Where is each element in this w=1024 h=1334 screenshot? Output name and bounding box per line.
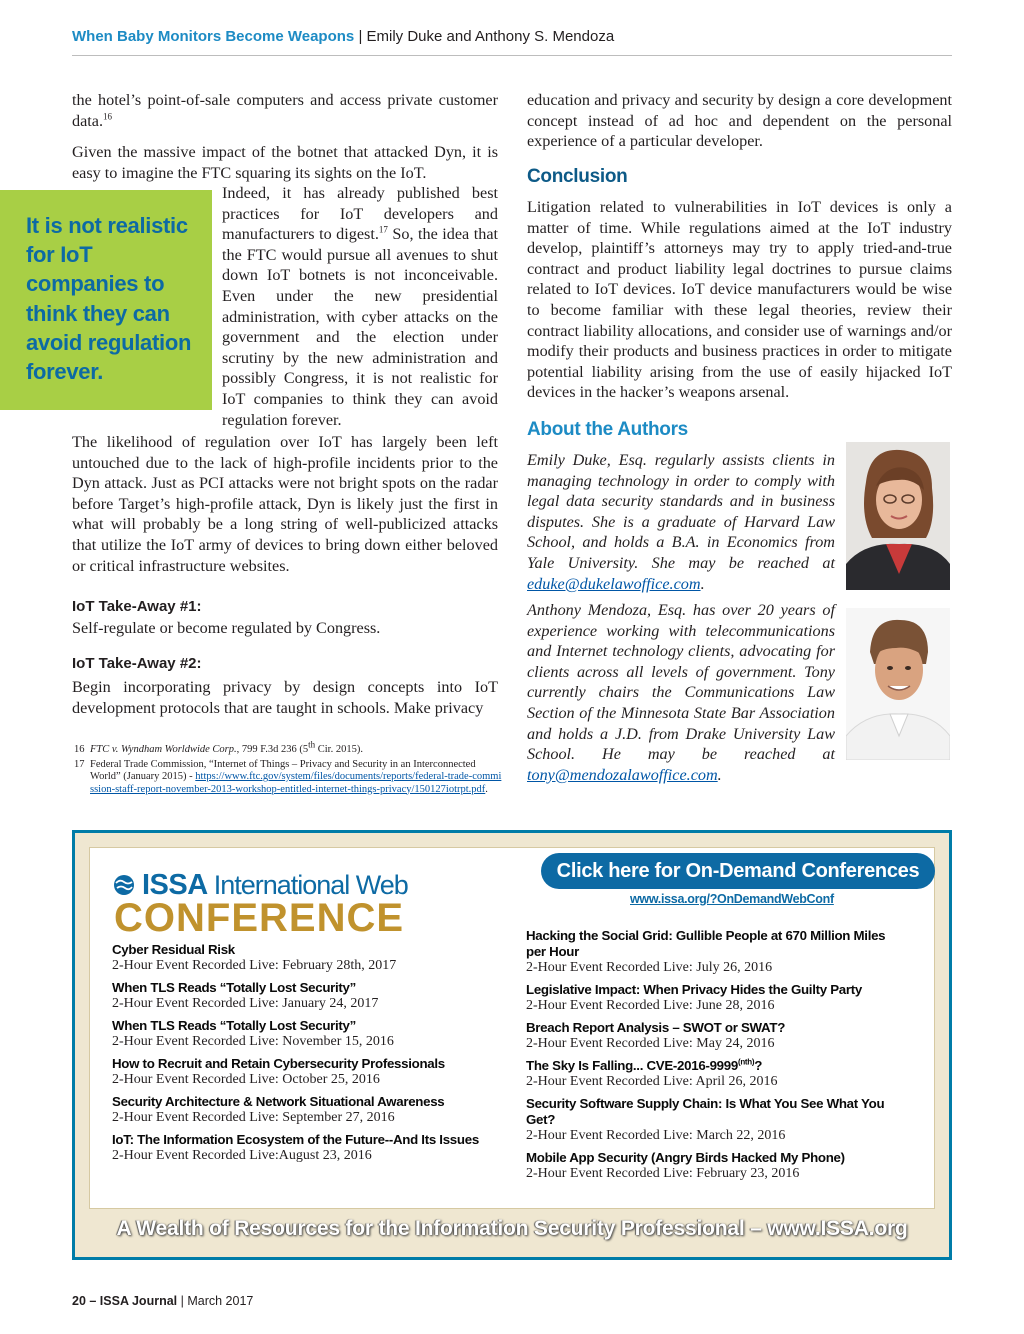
webinar-event[interactable] xyxy=(112,1094,492,1126)
takeaway-1-text: Self-regulate or become regulated by Congress. xyxy=(72,619,381,637)
webinar-event-title: Breach Report Analysis – SWOT or SWAT? xyxy=(526,1020,786,1035)
issa-conference-logo xyxy=(112,868,412,940)
footnote-16-sup: th xyxy=(308,739,316,750)
about-authors-heading: About the Authors xyxy=(527,419,688,440)
page-footer xyxy=(72,1294,253,1308)
footer-date: March 2017 xyxy=(187,1294,254,1308)
globe-icon xyxy=(112,873,136,897)
footnote-16-text xyxy=(90,739,363,757)
left-paragraph-1-text: the hotel’s point-of-sale computers and access private customer data. xyxy=(72,91,498,130)
takeaway-1-heading: IoT Take-Away #1: xyxy=(72,598,202,615)
author-bio-mendoza-end: . xyxy=(717,765,722,784)
logo-international-web: International Web xyxy=(213,869,408,900)
author-bio-mendoza-text: Anthony Mendoza, Esq. has over 20 years of experience working with telecommunications and Internet technology clients, advocating for clients across all levels of government. Tony currently chairs the Communications Law Section of the Minnesota State Bar Association and holds a J.D. from Drake University Law School. He may be reached at xyxy=(527,601,835,764)
footnote-17-number: 17 xyxy=(74,758,85,770)
footnote-16-citation-end: Cir. 2015). xyxy=(315,744,363,755)
logo-issa: ISSA xyxy=(142,868,208,901)
webinar-event-detail: 2-Hour Event Recorded Live: November 15, 2016 xyxy=(112,1034,394,1049)
left-paragraph-2-wrapped xyxy=(222,183,498,430)
footnote-17 xyxy=(74,759,504,797)
footnote-ref-16[interactable]: 16 xyxy=(103,111,113,122)
webinar-event[interactable] xyxy=(526,1020,886,1052)
footnote-17-text xyxy=(90,759,504,797)
author-bio-duke-end: . xyxy=(700,574,705,593)
webinar-event[interactable] xyxy=(112,942,492,974)
webinar-event-title: Mobile App Security (Angry Birds Hacked My Phone) xyxy=(526,1150,845,1165)
right-paragraph-1: education and privacy and security by design a core development concept instead of ad hoc and dependent on the personal experience of a particular developer. xyxy=(527,91,952,151)
issa-conference-ad[interactable] xyxy=(72,830,952,1260)
webinar-event[interactable] xyxy=(526,1150,886,1182)
footnote-16-case: FTC v. Wyndham Worldwide Corp. xyxy=(90,744,237,755)
webinar-event[interactable] xyxy=(526,1058,886,1090)
webinar-event-title: IoT: The Information Ecosystem of the Future--And Its Issues xyxy=(112,1132,479,1147)
author-bio-duke-text: Emily Duke, Esq. regularly assists clients in managing technology in order to comply with legal data security standards and in business disputes. She is a graduate of Harvard Law School, and holds a B.A. in Economics from Yale University. She may be reached at xyxy=(527,451,835,572)
left-paragraph-2: Given the massive impact of the botnet that attacked Dyn, it is easy to imagine the FTC squaring its sights on the IoT. xyxy=(72,143,498,182)
webinar-event-detail: 2-Hour Event Recorded Live:August 23, 2016 xyxy=(112,1148,372,1163)
author-bio-mendoza xyxy=(527,600,835,785)
webinar-event-title: When TLS Reads “Totally Lost Security” xyxy=(112,980,356,995)
author-photo-mendoza-image xyxy=(846,608,950,760)
on-demand-conferences-button[interactable]: Click here for On-Demand Conferences xyxy=(541,853,935,889)
footer-separator: | xyxy=(180,1294,184,1308)
webinar-event-detail: 2-Hour Event Recorded Live: March 22, 2016 xyxy=(526,1128,786,1143)
webinar-event-title-text: The Sky Is Falling... CVE-2016-9999 xyxy=(526,1058,738,1073)
footnote-16-citation: , 799 F.3d 236 (5 xyxy=(236,744,309,755)
header-rule xyxy=(72,55,952,56)
footnote-17-end: . xyxy=(485,783,488,795)
webinar-event-detail: 2-Hour Event Recorded Live: February 23, 2016 xyxy=(526,1166,800,1181)
webinar-event-detail: 2-Hour Event Recorded Live: April 26, 2016 xyxy=(526,1074,778,1089)
webinar-event-detail: 2-Hour Event Recorded Live: July 26, 2016 xyxy=(526,960,773,975)
header-authors: Emily Duke and Anthony S. Mendoza xyxy=(366,28,615,45)
footnote-17-citation: Federal Trade Commission, “Internet of Things – Privacy and Security in an Interconnected World” (January 2015) - xyxy=(90,758,476,782)
footnote-16-number: 16 xyxy=(74,744,85,755)
webinar-event-title: When TLS Reads “Totally Lost Security” xyxy=(112,1018,356,1033)
conclusion-heading: Conclusion xyxy=(527,166,628,187)
webinar-event[interactable] xyxy=(112,1132,492,1164)
on-demand-url-link[interactable]: www.issa.org/?OnDemandWebConf xyxy=(630,892,834,906)
webinar-event-title: Security Software Supply Chain: Is What You See What You Get? xyxy=(526,1096,885,1127)
left-paragraph-2b-text-rest: So, the idea that the FTC would pursue all avenues to shut down IoT botnets is not inconceivable. Even under the new presidential administration, with cyber attacks on the government and the election under scrutiny by the new administration and possibly Congress, it is not realistic for IoT companies to think they can avoid regulation forever. xyxy=(222,225,498,429)
webinar-event-detail: 2-Hour Event Recorded Live: October 25, 2016 xyxy=(112,1072,380,1087)
webinar-event-title-sup: (nth) xyxy=(737,1057,755,1067)
webinar-event-detail: 2-Hour Event Recorded Live: September 27, 2016 xyxy=(112,1110,395,1125)
article-title: When Baby Monitors Become Weapons xyxy=(72,28,355,45)
footnote-17-link[interactable]: https://www.ftc.gov/system/files/documents/reports/federal-trade-commission-staff-report-november-2013-workshop-entitled-internet-things-privacy/150127iotrpt.pdf xyxy=(90,771,502,795)
author-photo-duke xyxy=(846,442,950,590)
pull-quote-box xyxy=(0,190,212,410)
footnote-16 xyxy=(74,739,504,757)
webinar-event[interactable] xyxy=(112,1018,492,1050)
ad-content-panel xyxy=(89,847,935,1209)
footnotes xyxy=(74,739,504,798)
takeaway-2-text: Begin incorporating privacy by design concepts into IoT development protocols that are taught in schools. Make privacy xyxy=(72,678,498,717)
author-photo-mendoza xyxy=(846,608,950,760)
footer-page-number: 20 – ISSA Journal xyxy=(72,1294,178,1308)
left-paragraph-1 xyxy=(72,90,498,131)
webinar-event-title: Legislative Impact: When Privacy Hides the Guilty Party xyxy=(526,982,862,997)
webinar-event-title xyxy=(526,1058,886,1074)
webinar-event-title: Cyber Residual Risk xyxy=(112,942,235,957)
left-paragraph-3: The likelihood of regulation over IoT has largely been left untouched due to the lack of high-profile incidents prior to the Dyn attack. Just as PCI attacks were not bright spots on the radar before Target’s high-profile attack, Dyn is likely just the first in what will probably be a long string of well-publicized attacks that utilize the IoT army of devices to bring down either beloved or critical infrastructure websites. xyxy=(72,433,498,575)
author-email-mendoza[interactable]: tony@mendozalawoffice.com xyxy=(527,765,718,784)
author-email-duke[interactable]: eduke@dukelawoffice.com xyxy=(527,574,701,593)
webinar-event[interactable] xyxy=(526,1096,886,1144)
webinar-event-detail: 2-Hour Event Recorded Live: January 24, 2017 xyxy=(112,996,379,1011)
event-list-right xyxy=(526,928,886,1188)
webinar-event-title: Security Architecture & Network Situational Awareness xyxy=(112,1094,445,1109)
webinar-event-detail: 2-Hour Event Recorded Live: May 24, 2016 xyxy=(526,1036,775,1051)
webinar-event[interactable] xyxy=(526,982,886,1014)
author-bio-duke xyxy=(527,450,835,594)
author-photo-duke-image xyxy=(846,442,950,590)
left-paragraph-2b-text: Indeed, it has already published best practices for IoT developers and manufacturers to digest. xyxy=(222,184,498,244)
takeaway-2-heading: IoT Take-Away #2: xyxy=(72,655,202,672)
pull-quote-text: It is not realistic for IoT companies to think they can avoid regulation forever. xyxy=(26,213,192,385)
footnote-ref-17[interactable]: 17 xyxy=(378,224,388,235)
logo-conference: CONFERENCE xyxy=(114,896,405,940)
webinar-event-detail: 2-Hour Event Recorded Live: June 28, 2016 xyxy=(526,998,775,1013)
webinar-event-title-end: ? xyxy=(754,1058,763,1073)
running-header xyxy=(72,28,952,54)
webinar-event[interactable] xyxy=(112,1056,492,1088)
conclusion-text: Litigation related to vulnerabilities in IoT devices is only a matter of time. While regulations aimed at the IoT industry develop, plaintiff’s attorneys may try to apply tried-and-true contract and product liability legal doctrines to pursue claims related to IoT devices. IoT device manufacturers would be wise to become familiar with these legal theories, review their contract liability allocations, and consider use of warnings and/or modify their products and business practices in order to mitigate potential liability arising from the use of easily hijacked IoT devices in the hacker’s weapons arsenal. xyxy=(527,198,952,402)
ad-bottom-banner[interactable]: A Wealth of Resources for the Information Security Professional – www.ISSA.org xyxy=(116,1217,908,1240)
webinar-event[interactable] xyxy=(526,928,886,976)
webinar-event[interactable] xyxy=(112,980,492,1012)
webinar-event-title: Hacking the Social Grid: Gullible People at 670 Million Miles per Hour xyxy=(526,928,886,959)
webinar-event-detail: 2-Hour Event Recorded Live: February 28th, 2017 xyxy=(112,958,397,973)
webinar-event-title: How to Recruit and Retain Cybersecurity Professionals xyxy=(112,1056,445,1071)
header-separator: | xyxy=(358,28,363,45)
event-list-left xyxy=(112,942,492,1170)
